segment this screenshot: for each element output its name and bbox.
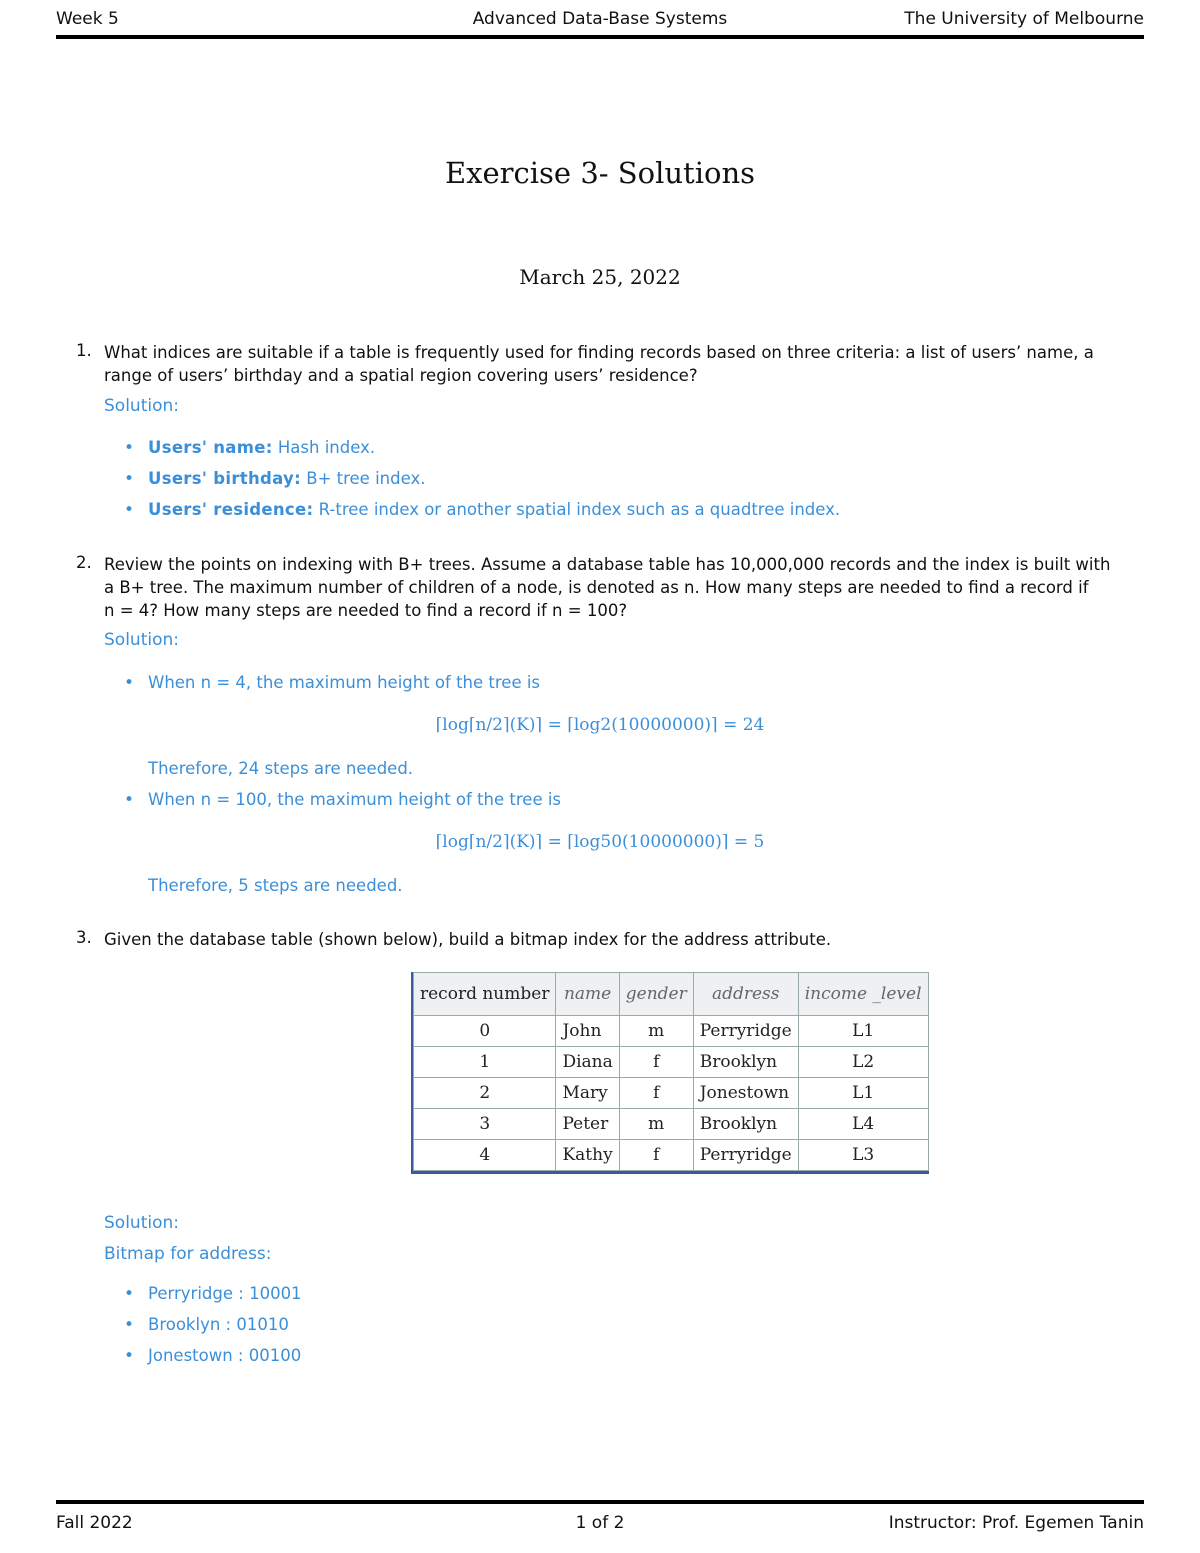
header-course: Advanced Data-Base Systems (472, 9, 728, 29)
q1-item-name: Users' name: Hash index. (148, 438, 376, 457)
table-row (414, 1016, 929, 1047)
table-cell: m (619, 1109, 693, 1140)
q2-line1: Review the points on indexing with B+ trees. Assume a database table has 10,000,000 records and the index is built with (104, 555, 1111, 574)
table-cell: f (619, 1047, 693, 1078)
table-cell: Kathy (556, 1140, 619, 1171)
q3-text: Given the database table (shown below), build a bitmap index for the address attribute. (104, 930, 832, 949)
bullet-icon: • (124, 1284, 135, 1304)
q1-line1: What indices are suitable if a table is frequently used for finding records based on three criteria: a list of users’ name, a (104, 343, 1094, 362)
table-row (414, 1047, 929, 1078)
table-row (414, 1140, 929, 1171)
bitmap-brooklyn: Brooklyn : 01010 (148, 1315, 289, 1334)
q3-bitmap-title: Bitmap for address: (104, 1244, 272, 1264)
bullet-icon: • (124, 438, 135, 458)
bitmap-perryridge: Perryridge : 10001 (148, 1284, 302, 1303)
record-table (413, 972, 929, 1171)
footer-page-number: 1 of 2 (575, 1513, 625, 1533)
table-cell: L3 (798, 1140, 928, 1171)
table-cell: Perryridge (693, 1016, 798, 1047)
table-cell: L1 (798, 1078, 928, 1109)
table-cell: Peter (556, 1109, 619, 1140)
table-cell: 1 (414, 1047, 556, 1078)
table-header: name (556, 973, 619, 1016)
footer-instructor: Instructor: Prof. Egemen Tanin (888, 1513, 1144, 1533)
table-header-row (414, 973, 929, 1016)
q2-case1: When n = 4, the maximum height of the tree is (148, 673, 541, 692)
bullet-icon: • (124, 469, 135, 489)
q1-item-residence: Users' residence: R-tree index or another spatial index such as a quadtree index. (148, 500, 841, 519)
table-cell: 0 (414, 1016, 556, 1047)
q2-line3: n = 4? How many steps are needed to find a record if n = 100? (104, 601, 628, 620)
q2-solution-label: Solution: (104, 630, 179, 650)
table-cell: f (619, 1140, 693, 1171)
bitmap-jonestown: Jonestown : 00100 (148, 1346, 302, 1365)
table-cell: 3 (414, 1109, 556, 1140)
table-cell: f (619, 1078, 693, 1109)
table-cell: Perryridge (693, 1140, 798, 1171)
table-cell: Brooklyn (693, 1109, 798, 1140)
table-cell: L1 (798, 1016, 928, 1047)
table-cell: Brooklyn (693, 1047, 798, 1078)
bullet-icon: • (124, 1315, 135, 1335)
header-university: The University of Melbourne (904, 9, 1144, 29)
page-title: Exercise 3- Solutions (444, 156, 756, 190)
table-cell: m (619, 1016, 693, 1047)
q2-number: 2. (76, 553, 92, 572)
q2-case2: When n = 100, the maximum height of the tree is (148, 790, 562, 809)
table-row (414, 1078, 929, 1109)
table-header: record number (414, 973, 556, 1016)
bullet-icon: • (124, 790, 135, 810)
table-cell: L2 (798, 1047, 928, 1078)
q1-solution-label: Solution: (104, 396, 179, 416)
table-cell: 2 (414, 1078, 556, 1109)
q1-text (104, 341, 1146, 387)
q1-number: 1. (76, 341, 92, 360)
bullet-icon: • (124, 673, 135, 693)
table-cell: Mary (556, 1078, 619, 1109)
table-header: income _level (798, 973, 928, 1016)
table-header: address (693, 973, 798, 1016)
table-row (414, 1109, 929, 1140)
footer-rule (56, 1500, 1144, 1504)
q2-result2: Therefore, 5 steps are needed. (148, 876, 403, 895)
q1-line2: range of users’ birthday and a spatial region covering users’ residence? (104, 366, 698, 385)
bullet-icon: • (124, 500, 135, 520)
q3-solution-label: Solution: (104, 1213, 179, 1233)
table-cell: John (556, 1016, 619, 1047)
q3-number: 3. (76, 928, 92, 947)
table-cell: Diana (556, 1047, 619, 1078)
footer-term: Fall 2022 (56, 1513, 133, 1533)
q2-formula2: ⌈log⌈n/2⌉(K)⌉ = ⌈log50(10000000)⌉ = 5 (435, 832, 765, 852)
table-cell: Jonestown (693, 1078, 798, 1109)
q2-text (104, 553, 1146, 622)
q2-formula1: ⌈log⌈n/2⌉(K)⌉ = ⌈log2(10000000)⌉ = 24 (435, 715, 765, 735)
q2-result1: Therefore, 24 steps are needed. (148, 759, 414, 778)
table-cell: 4 (414, 1140, 556, 1171)
table-cell: L4 (798, 1109, 928, 1140)
table-header: gender (619, 973, 693, 1016)
q2-line2: a B+ tree. The maximum number of children of a node, is denoted as n. How many steps are needed to find a record if (104, 578, 1089, 597)
page-date: March 25, 2022 (519, 265, 681, 289)
bullet-icon: • (124, 1346, 135, 1366)
q1-item-birthday: Users' birthday: B+ tree index. (148, 469, 426, 488)
header-week: Week 5 (56, 9, 119, 29)
header-rule (56, 35, 1144, 39)
record-table-frame (411, 972, 929, 1174)
